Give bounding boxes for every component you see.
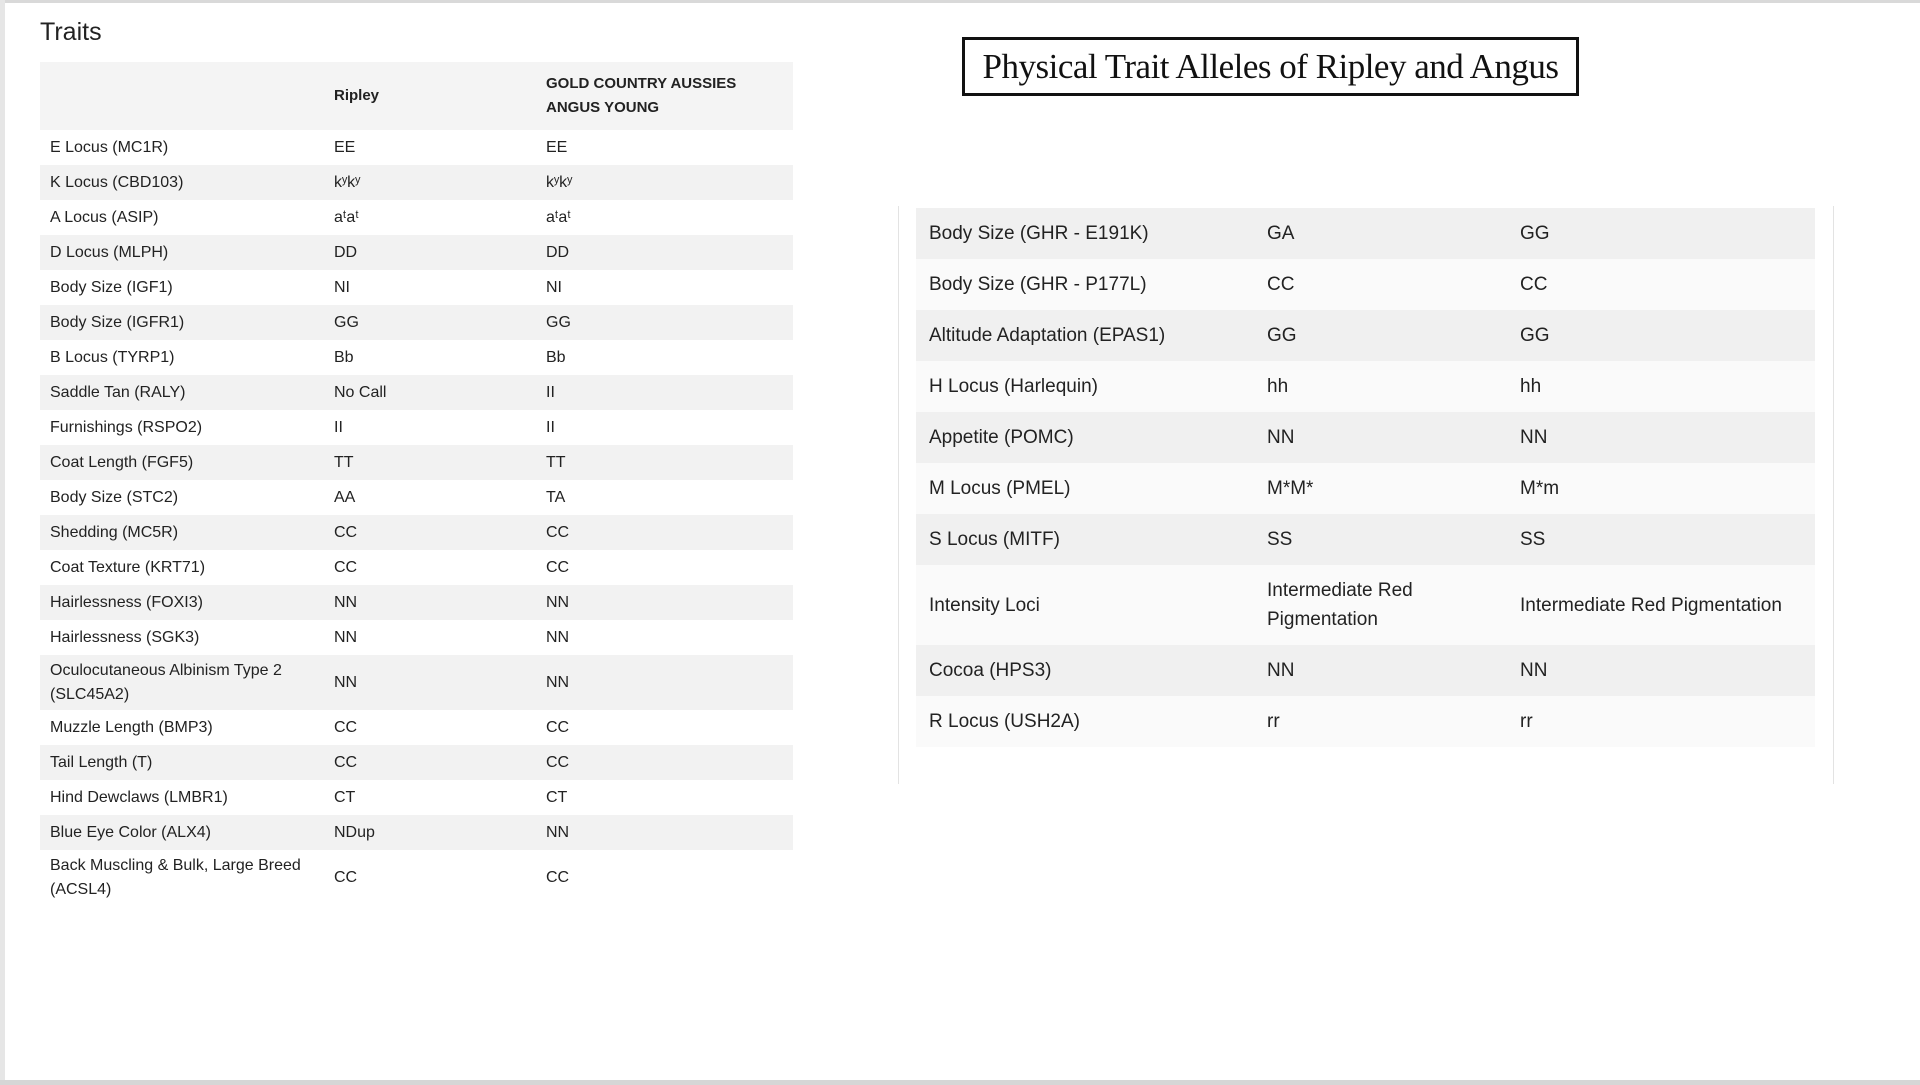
traits-table-body xyxy=(40,130,793,905)
angus-allele-cell: CC xyxy=(546,558,570,576)
angus-allele-cell: hh xyxy=(1520,376,1542,397)
table-row xyxy=(916,361,1815,412)
table-row xyxy=(40,200,793,235)
angus-allele-cell: DD xyxy=(546,243,570,261)
ripley-allele-cell: AA xyxy=(334,488,356,506)
trait-name-cell: B Locus (TYRP1) xyxy=(50,348,175,366)
angus-allele-cell: TA xyxy=(546,488,566,506)
trait-name-cell: S Locus (MITF) xyxy=(929,529,1060,550)
table-row xyxy=(916,514,1815,565)
frame-top-border xyxy=(0,0,1920,3)
trait-name-cell: Hairlessness (FOXI3) xyxy=(50,593,203,611)
table-row xyxy=(40,480,793,515)
angus-allele-cell: NN xyxy=(546,593,570,611)
table-row xyxy=(916,463,1815,514)
trait-name-cell: A Locus (ASIP) xyxy=(50,208,159,226)
ripley-allele-cell: CC xyxy=(334,558,358,576)
ripley-allele-cell: CC xyxy=(334,523,358,541)
slide-title: Physical Trait Alleles of Ripley and Angus xyxy=(962,37,1579,96)
trait-name-cell: Back Muscling & Bulk, Large Breed (ACSL4) xyxy=(50,856,301,898)
trait-name-cell: Hind Dewclaws (LMBR1) xyxy=(50,788,228,806)
table-row xyxy=(40,515,793,550)
angus-allele-cell: CC xyxy=(546,868,570,886)
header-angus: GOLD COUNTRY AUSSIES ANGUS YOUNG xyxy=(546,75,737,116)
table-row xyxy=(40,585,793,620)
angus-allele-cell: GG xyxy=(1520,325,1550,346)
table-row xyxy=(916,412,1815,463)
angus-allele-cell: GG xyxy=(1520,223,1550,244)
ripley-allele-cell: NN xyxy=(1267,660,1295,681)
ripley-allele-cell: NI xyxy=(334,278,350,296)
trait-name-cell: Saddle Tan (RALY) xyxy=(50,383,186,401)
ripley-allele-cell: TT xyxy=(334,453,354,471)
table-row xyxy=(40,235,793,270)
ripley-allele-cell: SS xyxy=(1267,529,1293,550)
trait-name-cell: Appetite (POMC) xyxy=(929,427,1074,448)
ripley-allele-cell: hh xyxy=(1267,376,1289,397)
table-row xyxy=(40,375,793,410)
table-row xyxy=(40,305,793,340)
ripley-allele-cell: DD xyxy=(334,243,358,261)
table-row xyxy=(40,815,793,850)
angus-allele-cell: II xyxy=(546,383,555,401)
ripley-allele-cell: Intermediate Red Pigmentation xyxy=(1267,580,1413,630)
ripley-allele-cell: II xyxy=(334,418,343,436)
table-row xyxy=(40,655,793,710)
table-row xyxy=(40,850,793,905)
trait-name-cell: Altitude Adaptation (EPAS1) xyxy=(929,325,1166,346)
trait-name-cell: Shedding (MC5R) xyxy=(50,523,179,541)
ripley-allele-cell: GG xyxy=(334,313,359,331)
angus-allele-cell: NI xyxy=(546,278,562,296)
ripley-allele-cell: NN xyxy=(334,673,358,691)
trait-name-cell: Muzzle Length (BMP3) xyxy=(50,718,213,736)
ripley-allele-cell: CC xyxy=(334,868,358,886)
ripley-allele-cell: NDup xyxy=(334,823,375,841)
angus-allele-cell: II xyxy=(546,418,555,436)
trait-name-cell: M Locus (PMEL) xyxy=(929,478,1071,499)
frame-bottom-border xyxy=(0,1080,1920,1085)
header-ripley: Ripley xyxy=(334,87,380,104)
ripley-allele-cell: Bb xyxy=(334,348,354,366)
trait-name-cell: D Locus (MLPH) xyxy=(50,243,169,261)
table-row xyxy=(916,645,1815,696)
ripley-allele-cell: CC xyxy=(1267,274,1295,295)
trait-name-cell: Cocoa (HPS3) xyxy=(929,660,1052,681)
trait-name-cell: Tail Length (T) xyxy=(50,753,153,771)
angus-allele-cell: Intermediate Red Pigmentation xyxy=(1520,594,1782,616)
ripley-allele-cell: NN xyxy=(1267,427,1295,448)
angus-allele-cell: NN xyxy=(1520,660,1548,681)
table-row xyxy=(40,410,793,445)
table-row xyxy=(916,310,1815,361)
table-row xyxy=(40,780,793,815)
angus-allele-cell: EE xyxy=(546,138,568,156)
angus-allele-cell: NN xyxy=(546,673,570,691)
angus-allele-cell: aᵗaᵗ xyxy=(546,208,571,226)
table-row xyxy=(916,208,1815,259)
trait-name-cell: E Locus (MC1R) xyxy=(50,138,169,156)
trait-name-cell: H Locus (Harlequin) xyxy=(929,376,1098,397)
trait-name-cell: Body Size (STC2) xyxy=(50,488,179,506)
ripley-allele-cell: GA xyxy=(1267,223,1295,244)
trait-name-cell: Oculocutaneous Albinism Type 2 (SLC45A2) xyxy=(50,661,282,703)
angus-allele-cell: CC xyxy=(546,718,570,736)
ripley-allele-cell: NN xyxy=(334,628,358,646)
angus-allele-cell: SS xyxy=(1520,529,1546,550)
trait-name-cell: Body Size (IGF1) xyxy=(50,278,173,296)
angus-allele-cell: M*m xyxy=(1520,478,1560,499)
additional-traits-table-body xyxy=(916,208,1815,747)
table-row xyxy=(916,696,1815,747)
table-row xyxy=(40,620,793,655)
trait-name-cell: Coat Texture (KRT71) xyxy=(50,558,206,576)
table-row xyxy=(40,745,793,780)
traits-table xyxy=(40,62,793,905)
trait-name-cell: Hairlessness (SGK3) xyxy=(50,628,200,646)
table-row xyxy=(916,259,1815,310)
angus-allele-cell: TT xyxy=(546,453,566,471)
ripley-allele-cell: NN xyxy=(334,593,358,611)
angus-allele-cell: NN xyxy=(546,823,570,841)
trait-name-cell: Body Size (GHR - E191K) xyxy=(929,223,1149,244)
angus-allele-cell: CC xyxy=(546,753,570,771)
angus-allele-cell: kʸkʸ xyxy=(546,173,573,191)
trait-name-cell: Body Size (IGFR1) xyxy=(50,313,185,331)
table-row xyxy=(40,550,793,585)
table-row xyxy=(40,710,793,745)
ripley-allele-cell: M*M* xyxy=(1267,478,1314,499)
angus-allele-cell: rr xyxy=(1520,711,1533,732)
ripley-allele-cell: GG xyxy=(1267,325,1297,346)
ripley-allele-cell: rr xyxy=(1267,711,1280,732)
table-row xyxy=(40,445,793,480)
additional-traits-table xyxy=(916,208,1815,747)
trait-name-cell: Body Size (GHR - P177L) xyxy=(929,274,1147,295)
trait-name-cell: Coat Length (FGF5) xyxy=(50,453,194,471)
table-row xyxy=(40,340,793,375)
ripley-allele-cell: aᵗaᵗ xyxy=(334,208,359,226)
angus-allele-cell: NN xyxy=(546,628,570,646)
table-row xyxy=(40,130,793,165)
ripley-allele-cell: EE xyxy=(334,138,356,156)
trait-name-cell: Intensity Loci xyxy=(929,594,1040,616)
table-row xyxy=(40,165,793,200)
ripley-allele-cell: CT xyxy=(334,788,356,806)
angus-allele-cell: Bb xyxy=(546,348,566,366)
table-row xyxy=(40,270,793,305)
angus-allele-cell: CT xyxy=(546,788,568,806)
trait-name-cell: Blue Eye Color (ALX4) xyxy=(50,823,211,841)
ripley-allele-cell: kʸkʸ xyxy=(334,173,361,191)
angus-allele-cell: CC xyxy=(546,523,570,541)
traits-table-header xyxy=(40,62,793,130)
ripley-allele-cell: No Call xyxy=(334,383,387,401)
ripley-allele-cell: CC xyxy=(334,753,358,771)
angus-allele-cell: NN xyxy=(1520,427,1548,448)
trait-name-cell: R Locus (USH2A) xyxy=(929,711,1080,732)
angus-allele-cell: GG xyxy=(546,313,571,331)
frame-left-border xyxy=(0,0,5,1085)
trait-name-cell: Furnishings (RSPO2) xyxy=(50,418,203,436)
ripley-allele-cell: CC xyxy=(334,718,358,736)
section-title: Traits xyxy=(40,18,102,46)
trait-name-cell: K Locus (CBD103) xyxy=(50,173,184,191)
angus-allele-cell: CC xyxy=(1520,274,1548,295)
table-row xyxy=(916,565,1815,645)
